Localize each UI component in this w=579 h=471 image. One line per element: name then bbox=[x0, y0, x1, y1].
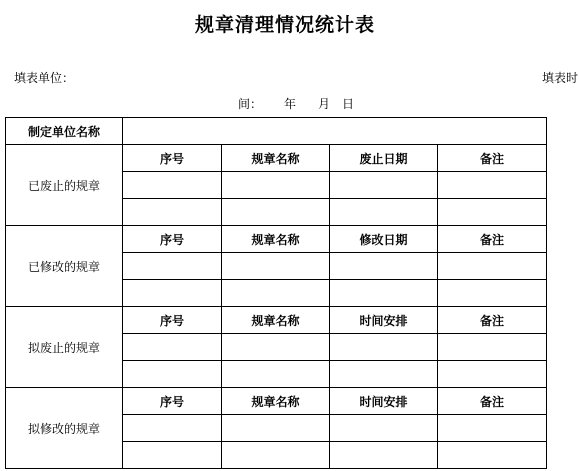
org-name-label: 制定单位名称 bbox=[6, 118, 123, 145]
unit-label: 填表单位： bbox=[14, 71, 75, 85]
table-cell[interactable] bbox=[222, 442, 330, 469]
column-header-remark: 备注 bbox=[438, 307, 547, 334]
column-header-schedule: 时间安排 bbox=[330, 388, 438, 415]
column-header-remark: 备注 bbox=[438, 388, 547, 415]
table-cell[interactable] bbox=[330, 172, 438, 199]
column-header-seq: 序号 bbox=[123, 145, 222, 172]
table-cell[interactable] bbox=[438, 253, 547, 280]
table-cell[interactable] bbox=[123, 199, 222, 226]
column-header-name: 规章名称 bbox=[222, 145, 330, 172]
column-header-date: 废止日期 bbox=[330, 145, 438, 172]
column-header-name: 规章名称 bbox=[222, 226, 330, 253]
table-cell[interactable] bbox=[330, 334, 438, 361]
org-name-value[interactable] bbox=[123, 118, 547, 145]
table-cell[interactable] bbox=[123, 280, 222, 307]
table-cell[interactable] bbox=[222, 172, 330, 199]
table-cell[interactable] bbox=[123, 442, 222, 469]
table-cell[interactable] bbox=[123, 334, 222, 361]
fill-time-label: 填表时 bbox=[542, 71, 579, 85]
column-header-remark: 备注 bbox=[438, 145, 547, 172]
column-header-remark: 备注 bbox=[438, 226, 547, 253]
column-header-name: 规章名称 bbox=[222, 388, 330, 415]
table-cell[interactable] bbox=[222, 361, 330, 388]
column-header-seq: 序号 bbox=[123, 226, 222, 253]
fill-time-label-cont: 间： bbox=[238, 97, 263, 111]
table-cell[interactable] bbox=[222, 199, 330, 226]
section-label-modified: 已修改的规章 bbox=[6, 226, 123, 307]
section-label-abolished: 已废止的规章 bbox=[6, 145, 123, 226]
table-cell[interactable] bbox=[222, 253, 330, 280]
section-label-to-modify: 拟修改的规章 bbox=[6, 388, 123, 469]
year-label: 年 bbox=[284, 97, 297, 111]
column-header-name: 规章名称 bbox=[222, 307, 330, 334]
table-cell[interactable] bbox=[330, 415, 438, 442]
table-cell[interactable] bbox=[330, 442, 438, 469]
table-cell[interactable] bbox=[438, 334, 547, 361]
table-row bbox=[6, 307, 547, 334]
table-row bbox=[6, 145, 547, 172]
table-row bbox=[6, 226, 547, 253]
table-row bbox=[6, 388, 547, 415]
table-cell[interactable] bbox=[438, 442, 547, 469]
table-cell[interactable] bbox=[438, 361, 547, 388]
section-label-to-abolish: 拟废止的规章 bbox=[6, 307, 123, 388]
table-cell[interactable] bbox=[123, 361, 222, 388]
table-cell[interactable] bbox=[123, 172, 222, 199]
table-cell[interactable] bbox=[438, 199, 547, 226]
table-cell[interactable] bbox=[438, 280, 547, 307]
column-header-seq: 序号 bbox=[123, 307, 222, 334]
table-cell[interactable] bbox=[330, 361, 438, 388]
page-title: 规章清理情况统计表 bbox=[194, 14, 375, 36]
date-line bbox=[238, 95, 354, 112]
table-cell[interactable] bbox=[330, 199, 438, 226]
table-cell[interactable] bbox=[123, 253, 222, 280]
regulation-cleanup-table bbox=[5, 117, 547, 469]
column-header-schedule: 时间安排 bbox=[330, 307, 438, 334]
table-cell[interactable] bbox=[330, 280, 438, 307]
table-cell[interactable] bbox=[222, 415, 330, 442]
table-cell[interactable] bbox=[330, 253, 438, 280]
column-header-date: 修改日期 bbox=[330, 226, 438, 253]
table-cell[interactable] bbox=[222, 280, 330, 307]
table-cell[interactable] bbox=[222, 334, 330, 361]
table-row bbox=[6, 118, 547, 145]
day-label: 日 bbox=[342, 97, 355, 111]
table-cell[interactable] bbox=[123, 415, 222, 442]
table-cell[interactable] bbox=[438, 415, 547, 442]
table-cell[interactable] bbox=[438, 172, 547, 199]
column-header-seq: 序号 bbox=[123, 388, 222, 415]
month-label: 月 bbox=[318, 97, 331, 111]
